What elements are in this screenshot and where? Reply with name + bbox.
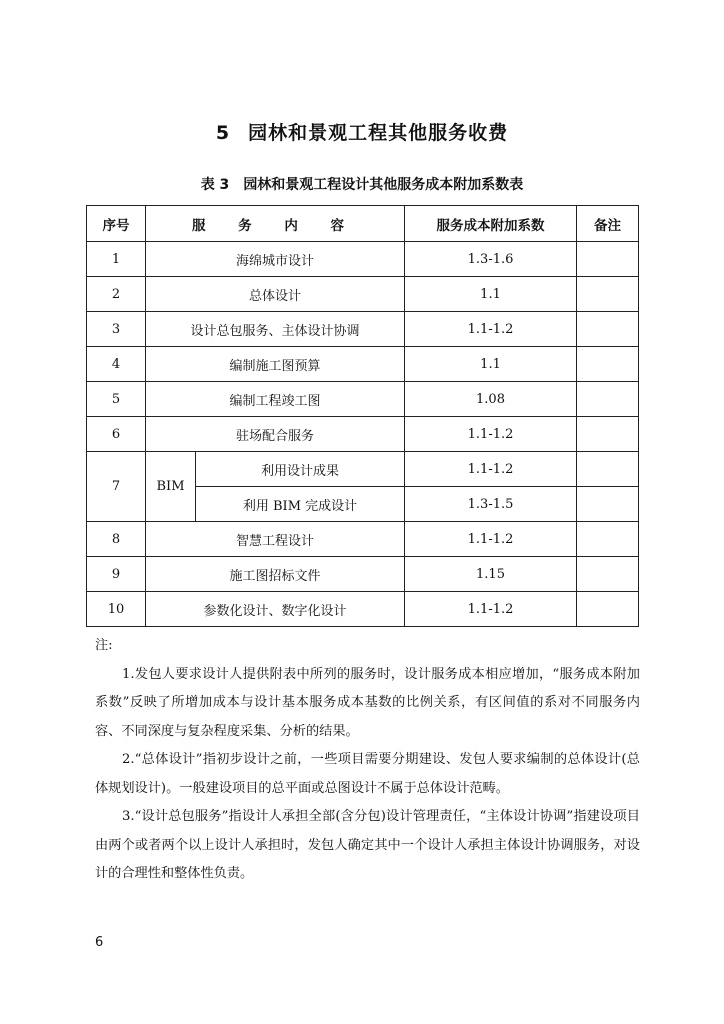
row-note [577, 277, 639, 312]
row-content: 参数化设计、数字化设计 [146, 592, 405, 627]
row-coefficient: 1.3-1.5 [405, 487, 577, 522]
table-row [87, 347, 639, 382]
section-title-text: 园林和景观工程其他服务收费 [248, 122, 509, 144]
row-content: 智慧工程设计 [146, 522, 405, 557]
row-note [577, 312, 639, 347]
table-row [87, 592, 639, 627]
row-content: 设计总包服务、主体设计协调 [146, 312, 405, 347]
row-no: 6 [87, 417, 146, 452]
table-caption-label: 表 3 [200, 177, 230, 193]
row-no: 10 [87, 592, 146, 627]
row-no: 4 [87, 347, 146, 382]
header-no: 序号 [87, 206, 146, 242]
table-caption [0, 174, 724, 194]
section-number: 5 [215, 122, 231, 144]
table-row [87, 522, 639, 557]
row-coefficient: 1.08 [405, 382, 577, 417]
table-row [87, 557, 639, 592]
table-row [87, 452, 639, 487]
row-note [577, 347, 639, 382]
row-content: 海绵城市设计 [146, 242, 405, 277]
row-coefficient: 1.3-1.6 [405, 242, 577, 277]
row-coefficient: 1.1 [405, 347, 577, 382]
header-note: 备注 [577, 206, 639, 242]
row-note [577, 382, 639, 417]
row-group: BIM [146, 452, 196, 522]
table-row [87, 312, 639, 347]
notes-section [95, 632, 640, 889]
table-caption-text: 园林和景观工程设计其他服务成本附加系数表 [243, 177, 524, 193]
note-item: 3.“设计总包服务”指设计人承担全部(含分包)设计管理责任，“主体设计协调”指建设项目由两个或者两个以上设计人承担时，发包人确定其中一个设计人承担主体设计协调服务，对设计的合理性和整体性负责。 [95, 809, 640, 881]
header-coefficient: 服务成本附加系数 [405, 206, 577, 242]
note-item: 2.“总体设计”指初步设计之前，一些项目需要分期建设、发包人要求编制的总体设计(总体规划设计)。一般建设项目的总平面或总图设计不属于总体设计范畴。 [95, 752, 640, 796]
table-row [87, 242, 639, 277]
row-note [577, 592, 639, 627]
row-content: 总体设计 [146, 277, 405, 312]
row-subcontent: 利用设计成果 [196, 452, 405, 487]
row-no: 8 [87, 522, 146, 557]
row-coefficient: 1.15 [405, 557, 577, 592]
row-note [577, 417, 639, 452]
row-coefficient: 1.1 [405, 277, 577, 312]
row-note [577, 487, 639, 522]
table-row [87, 277, 639, 312]
table-row [87, 417, 639, 452]
row-coefficient: 1.1-1.2 [405, 312, 577, 347]
row-no: 5 [87, 382, 146, 417]
row-no: 9 [87, 557, 146, 592]
note-item: 1.发包人要求设计人提供附表中所列的服务时，设计服务成本相应增加，“服务成本附加系数”反映了所增加成本与设计基本服务成本基数的比例关系，有区间值的系对不同服务内容、不同深度与复杂程度采集、分析的结果。 [95, 666, 640, 739]
row-note [577, 557, 639, 592]
row-coefficient: 1.1-1.2 [405, 417, 577, 452]
row-content: 施工图招标文件 [146, 557, 405, 592]
section-title [0, 118, 724, 145]
row-note [577, 452, 639, 487]
row-content: 驻场配合服务 [146, 417, 405, 452]
table-row [87, 382, 639, 417]
table-header-row [87, 206, 639, 242]
service-coefficient-table [86, 205, 639, 627]
page-number: 6 [95, 935, 104, 950]
row-content: 编制工程竣工图 [146, 382, 405, 417]
row-subcontent: 利用 BIM 完成设计 [196, 487, 405, 522]
row-note [577, 522, 639, 557]
row-no: 3 [87, 312, 146, 347]
row-note [577, 242, 639, 277]
row-no: 2 [87, 277, 146, 312]
row-no: 1 [87, 242, 146, 277]
header-content: 服 务 内 容 [146, 206, 405, 242]
row-coefficient: 1.1-1.2 [405, 452, 577, 487]
row-no: 7 [87, 452, 146, 522]
row-coefficient: 1.1-1.2 [405, 522, 577, 557]
row-coefficient: 1.1-1.2 [405, 592, 577, 627]
notes-label: 注: [95, 638, 113, 653]
row-content: 编制施工图预算 [146, 347, 405, 382]
